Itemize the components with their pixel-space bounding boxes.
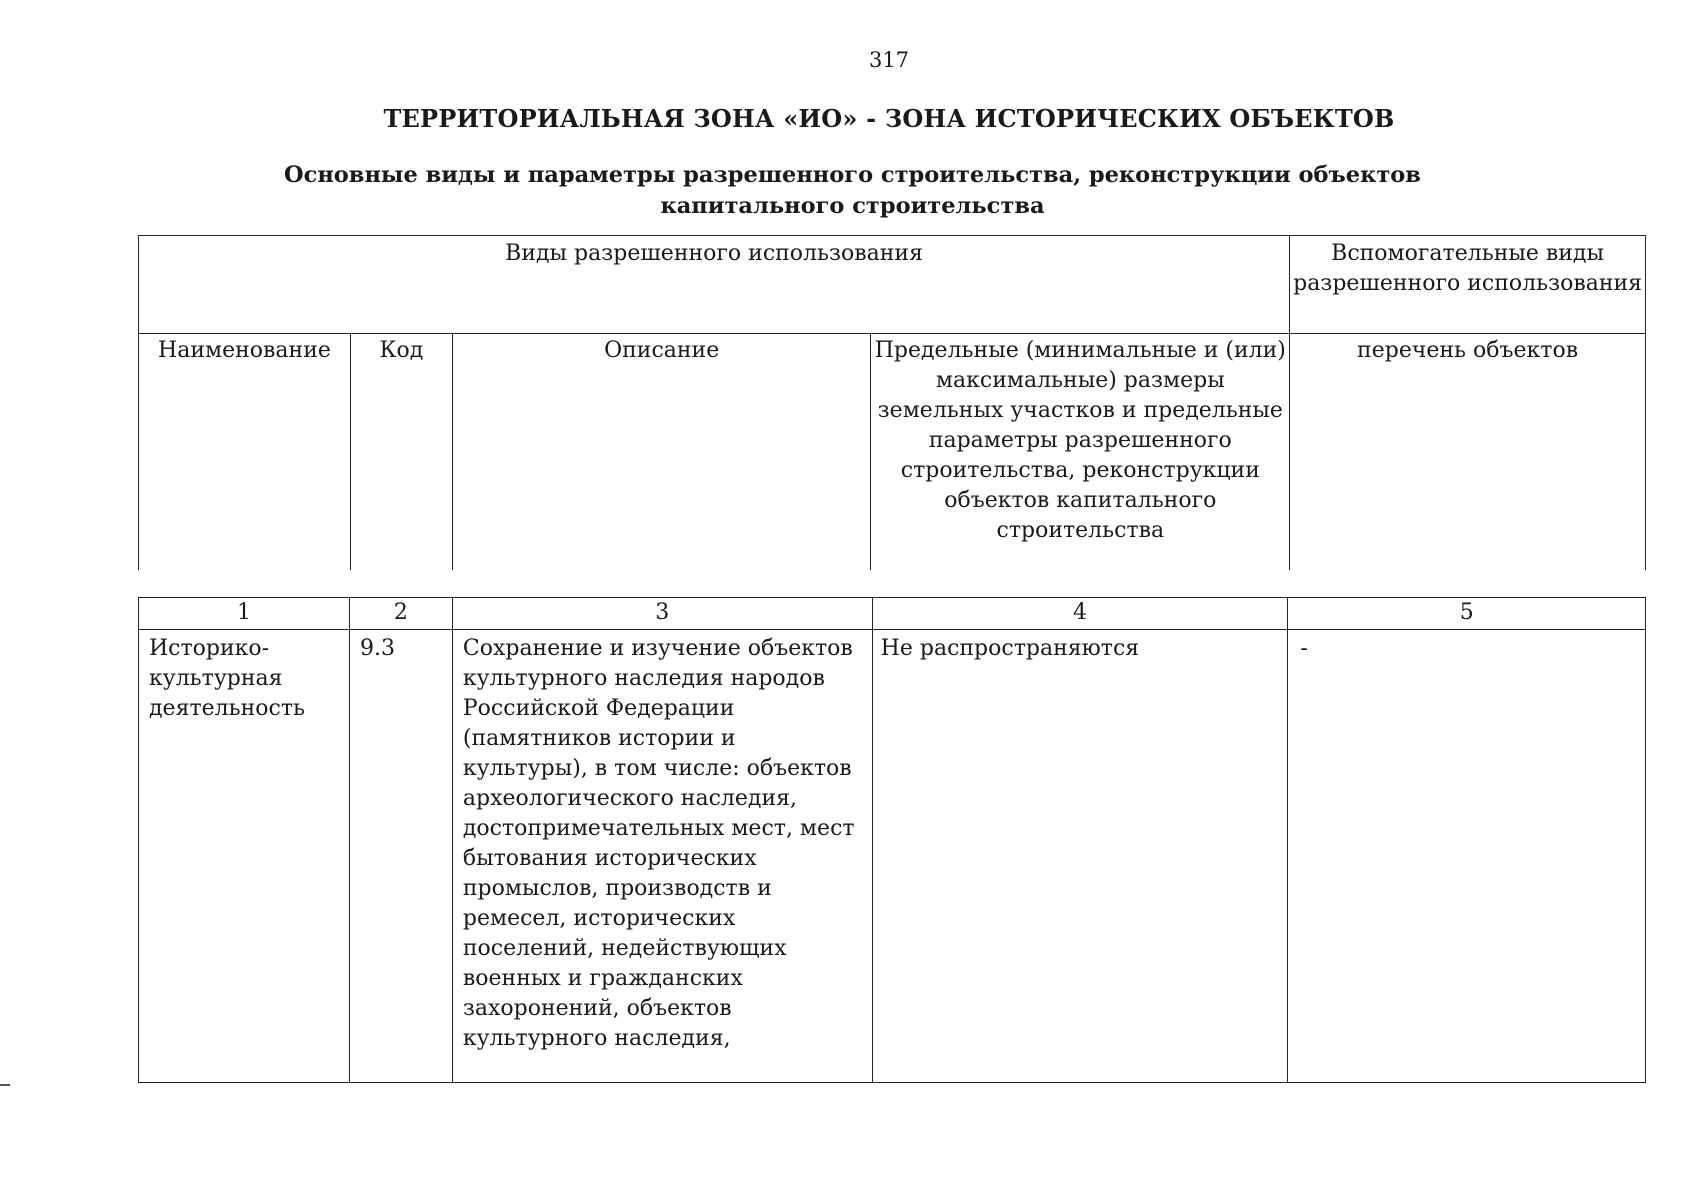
header-table	[138, 235, 1646, 570]
cell-name-text: Историко-культурная деятельность	[149, 636, 305, 721]
header-col-parameters-label: Предельные (минимальные и (или) максимальные) размеры земельных участков и предельные параметры разрешенного строительства, реконструкции объектов капитального строительства	[874, 338, 1286, 543]
column-number-3: 3	[452, 598, 872, 630]
header-col-name-label: Наименование	[158, 338, 331, 363]
header-aux-label: Вспомогательные виды разрешенного использования	[1293, 241, 1643, 296]
column-number-1: 1	[139, 598, 350, 630]
header-col-description	[452, 334, 871, 571]
cell-code-text: 9.3	[359, 636, 395, 661]
header-col-code-label: Код	[379, 338, 424, 363]
page-number: 317	[868, 48, 910, 72]
cell-auxiliary-text: -	[1300, 636, 1308, 661]
header-aux-cell	[1290, 236, 1646, 334]
cell-description-text: Сохранение и изучение объектов культурного наследия народов Российской Федерации (памятников истории и культуры), в том числе: объектов археологического наследия, достопримечательных мест, мест бытования исторических промыслов, производств и ремесел, исторических поселений, недействующих военных и гражданских захоронений, объектов культурного наследия,	[462, 636, 855, 1051]
column-number-2: 2	[349, 598, 452, 630]
column-number-5: 5	[1288, 598, 1646, 630]
column-number-row	[139, 598, 1646, 630]
cell-description	[452, 630, 872, 1083]
table-row	[139, 630, 1646, 1083]
cell-code	[349, 630, 452, 1083]
cell-name	[139, 630, 350, 1083]
header-col-objects-label: перечень объектов	[1357, 338, 1579, 363]
header-group-label: Виды разрешенного использования	[505, 241, 923, 266]
column-number-4: 4	[872, 598, 1288, 630]
header-col-description-label: Описание	[604, 338, 720, 363]
header-group-cell	[139, 236, 1290, 334]
header-col-code	[350, 334, 452, 571]
header-col-parameters	[871, 334, 1290, 571]
page-edge-mark	[0, 1084, 10, 1086]
section-subtitle: Основные виды и параметры разрешенного строительства, реконструкции объектов капитального строительства	[284, 162, 1421, 219]
zone-title: ТЕРРИТОРИАЛЬНАЯ ЗОНА «ИО» - ЗОНА ИСТОРИЧЕСКИХ ОБЪЕКТОВ	[383, 104, 1395, 133]
cell-parameters-text: Не распространяются	[880, 636, 1140, 661]
cell-parameters	[872, 630, 1288, 1083]
header-col-objects	[1290, 334, 1646, 571]
header-col-name	[139, 334, 351, 571]
body-table	[138, 597, 1646, 1083]
cell-auxiliary	[1288, 630, 1646, 1083]
